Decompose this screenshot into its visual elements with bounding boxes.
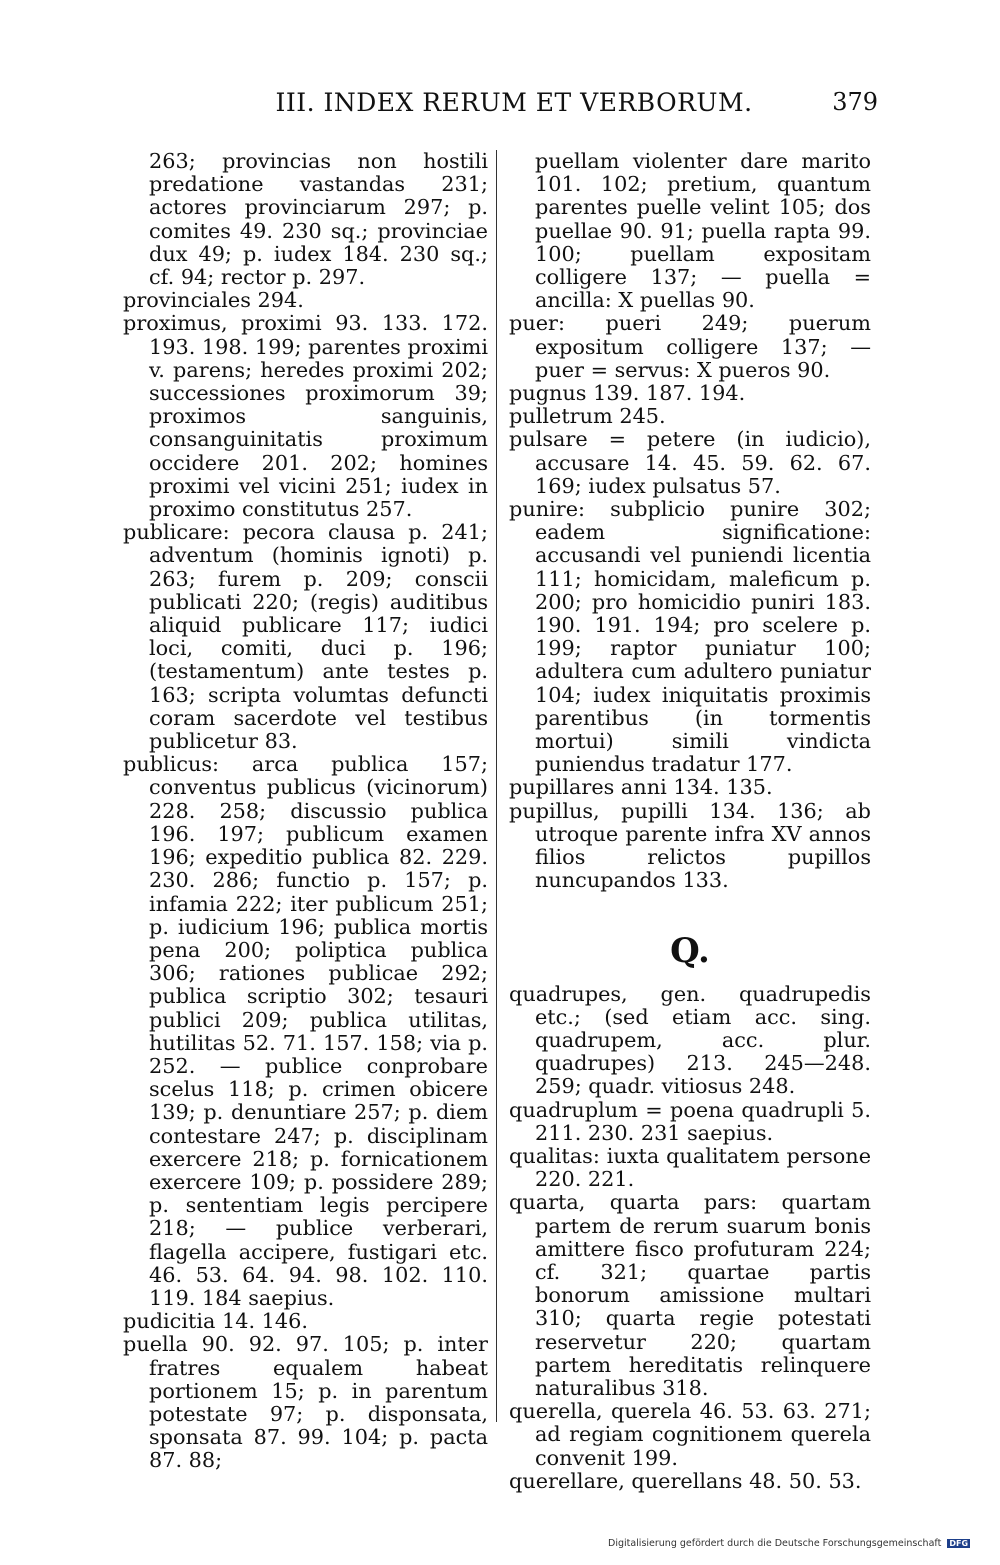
index-entry: pudicitia 14. 146. bbox=[123, 1309, 308, 1334]
index-entry: qualitas: iuxta qualitatem persone 220. 221. bbox=[509, 1143, 871, 1192]
index-entry: quadruplum = poena quadrupli 5. 211. 230. 231 saepius. bbox=[509, 1097, 871, 1145]
right-column-entries-p bbox=[509, 150, 871, 893]
right-column-entries-q bbox=[509, 983, 871, 1493]
header-title: III. INDEX RERUM ET VERBORUM. bbox=[275, 88, 753, 117]
index-entry: publicare: pecora clausa p. 241; adventum (hominis ignoti) p. 263; furem p. 209; conscii publicati 220; (regis) auditibus aliquid publicare 117; iudici loci, comiti, duci p. 196; (testamentum) ante testes p. 163; scripta volumtas defuncti coram sacerdote vel testibus publicetur 83. bbox=[123, 520, 488, 754]
page-number: 379 bbox=[832, 88, 878, 116]
index-entry: querellare, querellans 48. 50. 53. bbox=[509, 1468, 862, 1493]
index-entry: puella 90. 92. 97. 105; p. inter fratres equalem habeat portionem 15; p. in parentum potestate 97; p. disponsata, sponsata 87. 99. 104; p. pacta 87. 88; bbox=[123, 1332, 488, 1473]
index-entry: pupillus, pupilli 134. 136; ab utroque parente infra XV annos filios relictos pupillos nuncupandos 133. bbox=[509, 798, 871, 893]
index-entry: provinciales 294. bbox=[123, 288, 304, 313]
index-entry: 263; provincias non hostili predatione vastandas 231; actores provinciarum 297; p. comites 49. 230 sq.; provinciae dux 49; p. iudex 184. 230 sq.; cf. 94; rector p. 297. bbox=[149, 149, 488, 290]
index-entry: pugnus 139. 187. 194. bbox=[509, 381, 746, 406]
index-entry: proximus, proximi 93. 133. 172. 193. 198. 199; parentes proximi v. parens; heredes proximi 202; successiones proximorum 39; proximos sanguinis, consanguinitatis proximum occidere 201. 202; homines proximi vel vicini 251; iudex in proximo constitutus 257. bbox=[123, 311, 488, 522]
section-heading-q: Q. bbox=[670, 930, 710, 971]
footer-text: Digitalisierung gefördert durch die Deutsche Forschungsgemeinschaft bbox=[608, 1538, 942, 1549]
index-entry: querella, querela 46. 53. 63. 271; ad regiam cognitionem querela convenit 199. bbox=[509, 1399, 871, 1470]
index-entry: pulletrum 245. bbox=[509, 404, 666, 429]
index-entry: publicus: arca publica 157; conventus publicus (vicinorum) 228. 258; discussio publica 196. 197; publicum examen 196; expeditio publica 82. 229. 230. 286; functio p. 157; p. infamia 222; iter publicum 251; p. iudicium 196; publica mortis pena 200; poliptica publica 306; rationes publicae 292; publica scriptio 302; tesauri publici 209; publica utilitas, hutilitas 52. 71. 157. 158; via p. 252. — publice conprobare scelus 118; p. crimen obicere 139; p. denuntiare 257; p. diem contestare 247; p. disciplinam exercere 218; p. fornicationem exercere 109; p. possidere 289; p. sententiam legis percipere 218; — publice verberari, flagella accipere, fustigari etc. 46. 53. 64. 94. 98. 102. 110. 119. 184 saepius. bbox=[123, 752, 488, 1310]
dfg-logo: DFG bbox=[949, 1539, 969, 1548]
index-entry: quadrupes, gen. quadrupedis etc.; (sed etiam acc. sing. quadrupem, acc. plur. quadrupes) 213. 245—248. 259; quadr. vitiosus 248. bbox=[509, 981, 871, 1099]
index-entry: puer: pueri 249; puerum expositum colligere 137; — puer = servus: X pueros 90. bbox=[509, 311, 871, 382]
left-column bbox=[123, 150, 488, 1473]
index-entry: puellam violenter dare marito 101. 102; pretium, quantum parentes puelle velint 105; dos puellae 90. 91; puella rapta 99. 100; puellam expositam colligere 137; — puella = ancilla: X puellas 90. bbox=[535, 149, 871, 313]
running-header bbox=[150, 88, 878, 122]
index-entry: punire: subplicio punire 302; eadem significatione: accusandi vel puniendi licentia 111; homicidam, maleficum p. 200; pro homicidio puniri 183. 190. 191. 194; pro scelere p. 199; raptor puniatur 100; adultera cum adultero puniatur 104; iudex iniquitatis proximis parentibus (in tormentis mortui) simili vindicta puniendus tradatur 177. bbox=[509, 497, 871, 777]
index-entry: pulsare = petere (in iudicio), accusare 14. 45. 59. 62. 67. 169; iudex pulsatus 57. bbox=[509, 427, 871, 498]
index-entry: quarta, quarta pars: quartam partem de rerum suarum bonis amittere fisco profuturam 224; cf. 321; quartae partis bonorum amissione multari 310; quarta regie potestati reservetur 220; quartam partem hereditatis relinquere naturalibus 318. bbox=[509, 1190, 871, 1400]
index-entry: pupillares anni 134. 135. bbox=[509, 775, 773, 800]
column-divider bbox=[496, 150, 497, 1422]
footer-credit bbox=[608, 1538, 970, 1549]
right-column bbox=[509, 150, 871, 1493]
